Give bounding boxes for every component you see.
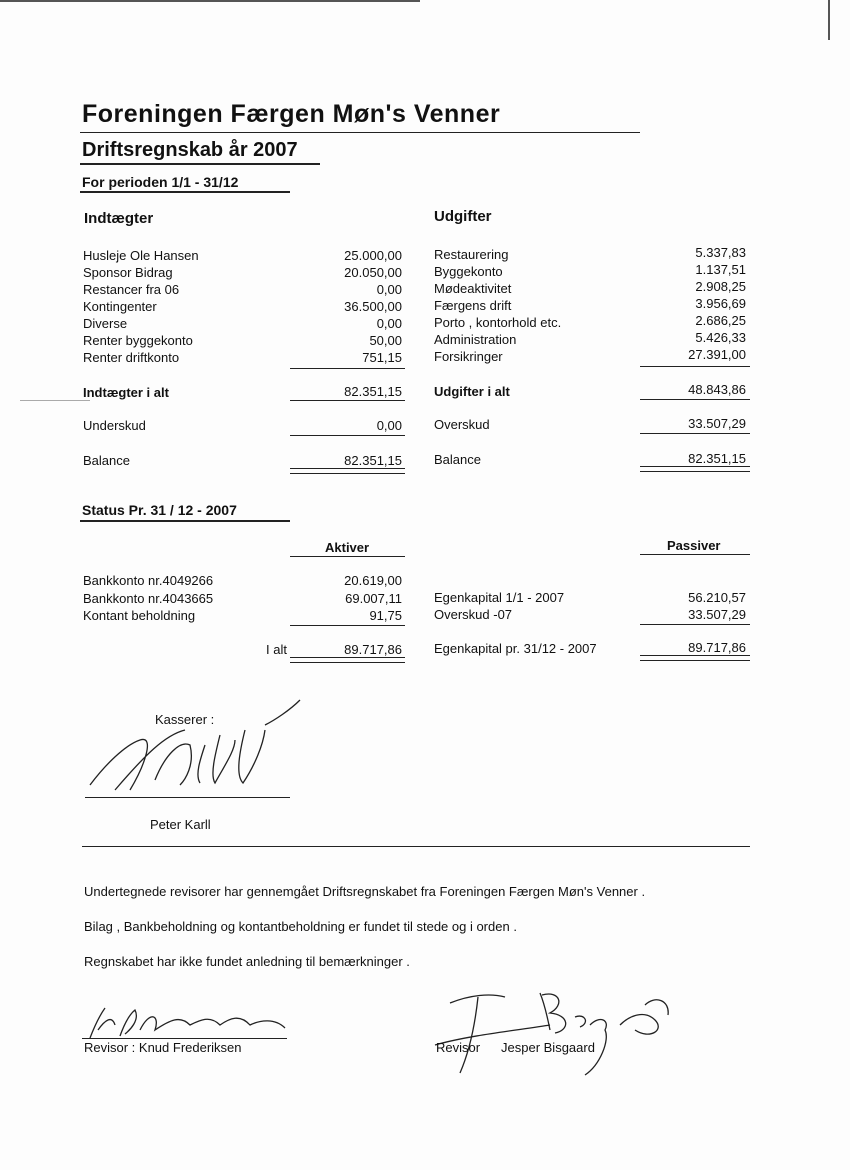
income-balance-label: Balance <box>83 453 130 468</box>
expense-item-value: 3.956,69 <box>695 296 746 311</box>
expense-item-label: Færgens drift <box>434 298 512 313</box>
asset-item-label: Kontant beholdning <box>83 608 196 623</box>
expense-balance-label: Balance <box>434 452 481 467</box>
scan-edge <box>828 0 830 40</box>
income-item-value: 751,15 <box>362 350 402 365</box>
income-heading: Indtægter <box>84 210 154 227</box>
audit-statement: Undertegnede revisorer har gennemgået Driftsregnskabet fra Foreningen Færgen Møn's Venner . <box>84 884 646 899</box>
cashier-signature <box>85 695 305 805</box>
income-item-value: 36.500,00 <box>344 299 402 314</box>
sum-line <box>290 435 405 436</box>
signature-line <box>82 1038 287 1039</box>
expense-total-label: Udgifter i alt <box>434 384 510 399</box>
expense-item-value: 2.908,25 <box>695 279 746 294</box>
double-underline <box>640 655 750 661</box>
expense-balance-value: 82.351,15 <box>688 451 746 466</box>
sum-line <box>640 624 750 625</box>
deficit-value: 0,00 <box>376 418 402 433</box>
income-item-value: 0,00 <box>376 316 402 331</box>
asset-item-value: 69.007,11 <box>345 591 402 606</box>
sum-line <box>290 400 405 401</box>
asset-item-label: Bankkonto nr.4043665 <box>83 591 214 606</box>
income-item-label: Husleje Ole Hansen <box>83 248 199 263</box>
divider <box>80 163 320 165</box>
divider <box>80 520 290 522</box>
income-total-label: Indtægter i alt <box>83 385 169 400</box>
document-title: Foreningen Færgen Møn's Venner <box>82 100 501 128</box>
document-subtitle: Driftsregnskab år 2007 <box>82 139 298 161</box>
expense-item-label: Mødeaktivitet <box>434 281 512 296</box>
liability-item-value: 56.210,57 <box>688 590 746 605</box>
audit-statement: Regnskabet har ikke fundet anledning til bemærkninger . <box>84 954 410 969</box>
liability-item-value: 33.507,29 <box>688 607 746 622</box>
expense-item-value: 1.137,51 <box>695 262 746 277</box>
income-item-value: 25.000,00 <box>344 248 402 263</box>
income-item-label: Renter driftkonto <box>83 350 180 365</box>
period-label: For perioden 1/1 - 31/12 <box>82 174 239 190</box>
assets-heading: Aktiver <box>325 540 370 555</box>
section-divider <box>82 846 750 847</box>
expense-item-label: Porto , kontorhold etc. <box>434 315 562 330</box>
income-item-value: 50,00 <box>369 333 402 348</box>
sum-line <box>640 433 750 434</box>
surplus-value: 33.507,29 <box>688 416 746 431</box>
liability-item-label: Overskud -07 <box>434 607 513 622</box>
heading-underline <box>640 554 750 555</box>
sum-line <box>290 625 405 626</box>
sum-line <box>640 366 750 367</box>
signature-line <box>85 797 290 798</box>
income-item-label: Sponsor Bidrag <box>83 265 173 280</box>
asset-item-label: Bankkonto nr.4049266 <box>83 573 214 588</box>
double-underline <box>290 657 405 663</box>
income-item-label: Kontingenter <box>83 299 157 314</box>
income-item-value: 20.050,00 <box>344 265 402 280</box>
expense-item-label: Forsikringer <box>434 349 503 364</box>
scan-edge <box>0 0 420 2</box>
sum-line <box>640 399 750 400</box>
assets-total-label: I alt <box>266 642 287 657</box>
income-item-label: Diverse <box>83 316 128 331</box>
auditor2-name: Jesper Bisgaard <box>501 1040 595 1055</box>
income-item-value: 0,00 <box>376 282 402 297</box>
double-underline <box>290 468 405 474</box>
auditor2-signature <box>430 985 680 1080</box>
divider <box>80 191 290 193</box>
double-underline <box>640 466 750 472</box>
expense-item-label: Byggekonto <box>434 264 503 279</box>
expense-item-label: Administration <box>434 332 517 347</box>
heading-underline <box>290 556 405 557</box>
expense-total-value: 48.843,86 <box>688 382 746 397</box>
cashier-label: Kasserer : <box>155 712 215 727</box>
expense-item-label: Restaurering <box>434 247 509 262</box>
liability-item-label: Egenkapital 1/1 - 2007 <box>434 590 565 605</box>
auditor2-prefix: Revisor <box>436 1040 481 1055</box>
expense-item-value: 5.426,33 <box>695 330 746 345</box>
assets-total-value: 89.717,86 <box>344 642 402 657</box>
income-total-value: 82.351,15 <box>344 384 402 399</box>
audit-statement: Bilag , Bankbeholdning og kontantbeholdning er fundet til stede og i orden . <box>84 919 517 934</box>
sum-line <box>290 368 405 369</box>
income-balance-value: 82.351,15 <box>344 453 402 468</box>
liabilities-heading: Passiver <box>667 538 721 553</box>
scan-dash <box>20 400 90 401</box>
asset-item-value: 20.619,00 <box>344 573 402 588</box>
liabilities-total-value: 89.717,86 <box>688 640 746 655</box>
expense-item-value: 2.686,25 <box>695 313 746 328</box>
divider <box>80 132 640 133</box>
income-item-label: Renter byggekonto <box>83 333 193 348</box>
status-heading: Status Pr. 31 / 12 - 2007 <box>82 502 237 518</box>
liabilities-total-label: Egenkapital pr. 31/12 - 2007 <box>434 641 597 656</box>
expense-item-value: 5.337,83 <box>695 245 746 260</box>
deficit-label: Underskud <box>83 418 146 433</box>
auditor1-label: Revisor : Knud Frederiksen <box>84 1040 242 1055</box>
asset-item-value: 91,75 <box>369 608 402 623</box>
expense-item-value: 27.391,00 <box>688 347 746 362</box>
expenses-heading: Udgifter <box>434 208 492 225</box>
surplus-label: Overskud <box>434 417 490 432</box>
cashier-name: Peter Karll <box>150 817 211 832</box>
income-item-label: Restancer fra 06 <box>83 282 180 297</box>
